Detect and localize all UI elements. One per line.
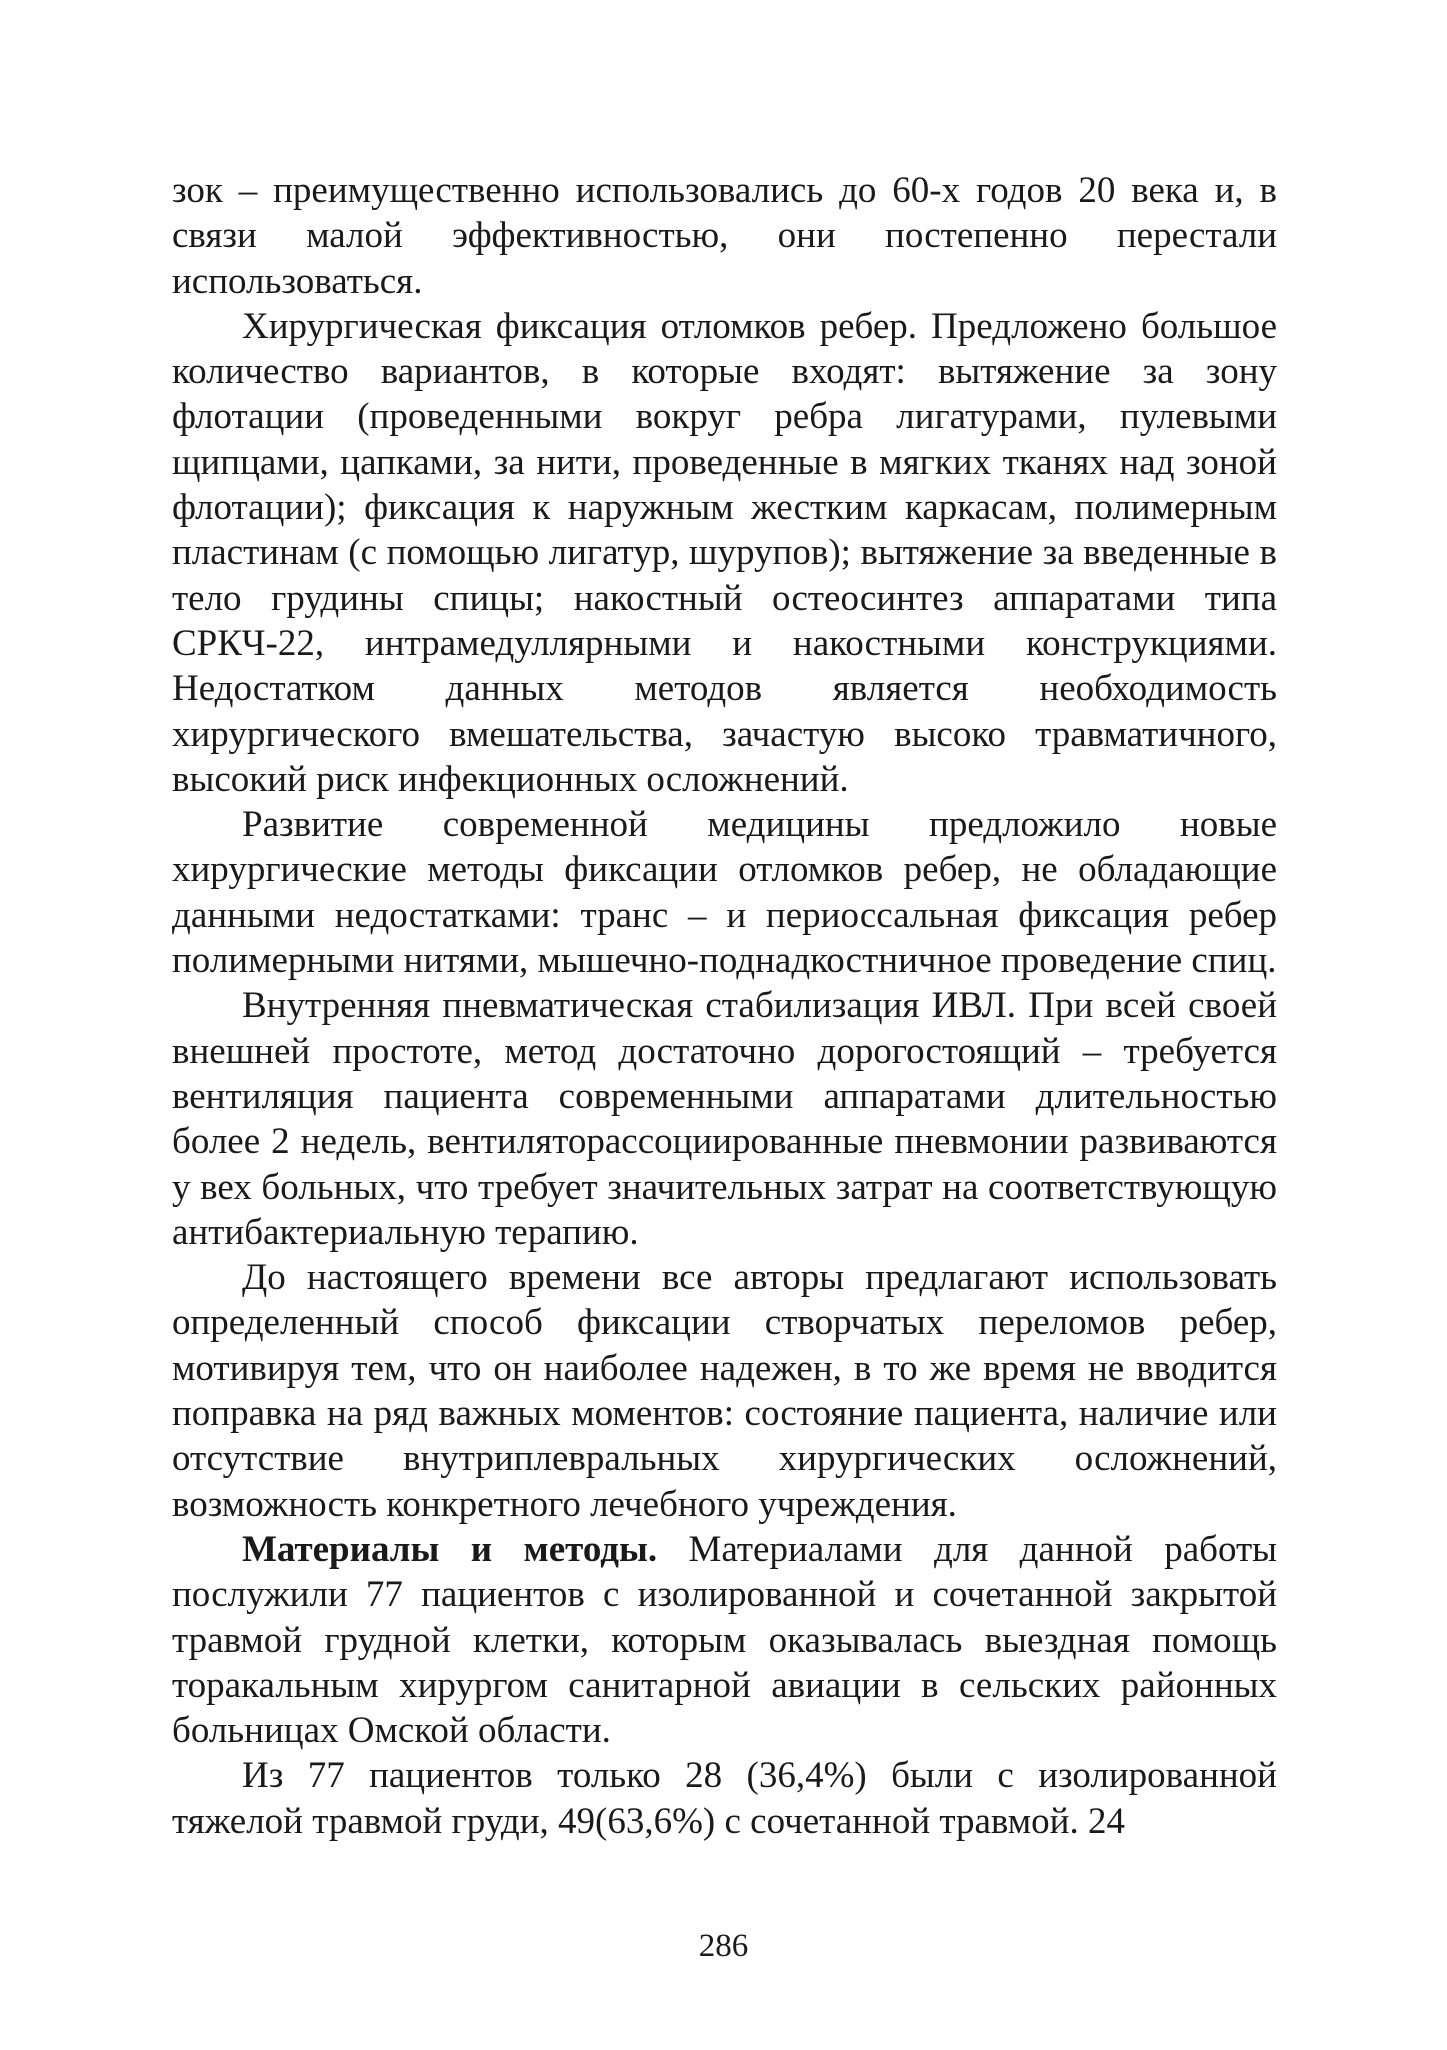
page-number: 286 xyxy=(698,1928,749,1964)
section-heading-materials: Материалы и методы. xyxy=(242,1528,658,1570)
paragraph-authors-opinion: До настоящего времени все авторы предлагают использовать определенный способ фиксации створчатых переломов ребер, мотивируя тем, что он наиболее надежен, в то же время не вводится поправка на ряд важных моментов: состояние пациента, наличие или отсутствие внутриплевральных хирургических осложнений, возможность конкретного лечебного учреждения. xyxy=(172,1257,1277,1525)
paragraph-modern-methods: Развитие современной медицины предложило новые хирургические методы фиксации отломков ребер, не обладающие данными недостатками: транс – и периоссальная фиксация ребер полимерными нитями, мышечно-поднадкостничное проведение спиц. xyxy=(172,804,1277,982)
paragraph-patients: Из 77 пациентов только 28 (36,4%) были с изолированной тяжелой травмой груди, 49(63,6%) с сочетанной травмой. 24 xyxy=(172,1755,1277,1842)
paragraph-surgical-fixation: Хирургическая фиксация отломков ребер. Предложено большое количество вариантов, в которые входят: вытяжение за зону флотации (проведенными вокруг ребра лигатурами, пулевыми щипцами, цапками, за нити, проведенные в мягких тканях над зоной флотации); фиксация к наружным жестким каркасам, полимерным пластинам (с помощью лигатур, шурупов); вытяжение за введенные в тело грудины спицы; накостный остеосинтез аппаратами типа СРКЧ-22, интрамедуллярными и накостными конструкциями. Недостатком данных методов является необходимость хирургического вмешательства, зачастую высоко травматичного, высокий риск инфекционных осложнений. xyxy=(172,305,1277,800)
main-text xyxy=(172,168,1277,1844)
paragraph-materials-methods xyxy=(172,1527,1277,1753)
paragraph-continuation: зок – преимущественно использовались до 60-х годов 20 века и, в связи малой эффективностью, они постепенно перестали использоваться. xyxy=(172,170,1277,302)
paragraph-pneumatic-stabilization: Внутренняя пневматическая стабилизация ИВЛ. При всей своей внешней простоте, метод достаточно дорогостоящий – требуется вентиляция пациента современными аппаратами длительностью более 2 недель, вентиляторассоциированные пневмонии развиваются у вех больных, что требует значительных затрат на соответствующую антибактериальную терапию. xyxy=(172,985,1277,1253)
materials-text: Материалами для данной работы послужили 77 пациентов с изолированной и сочетанной закрытой травмой грудной клетки, которым оказывалась выездная помощь торакальным хирургом санитарной авиации в сельских районных больницах Омской области. xyxy=(172,1528,1277,1752)
page-body xyxy=(172,168,1277,1844)
